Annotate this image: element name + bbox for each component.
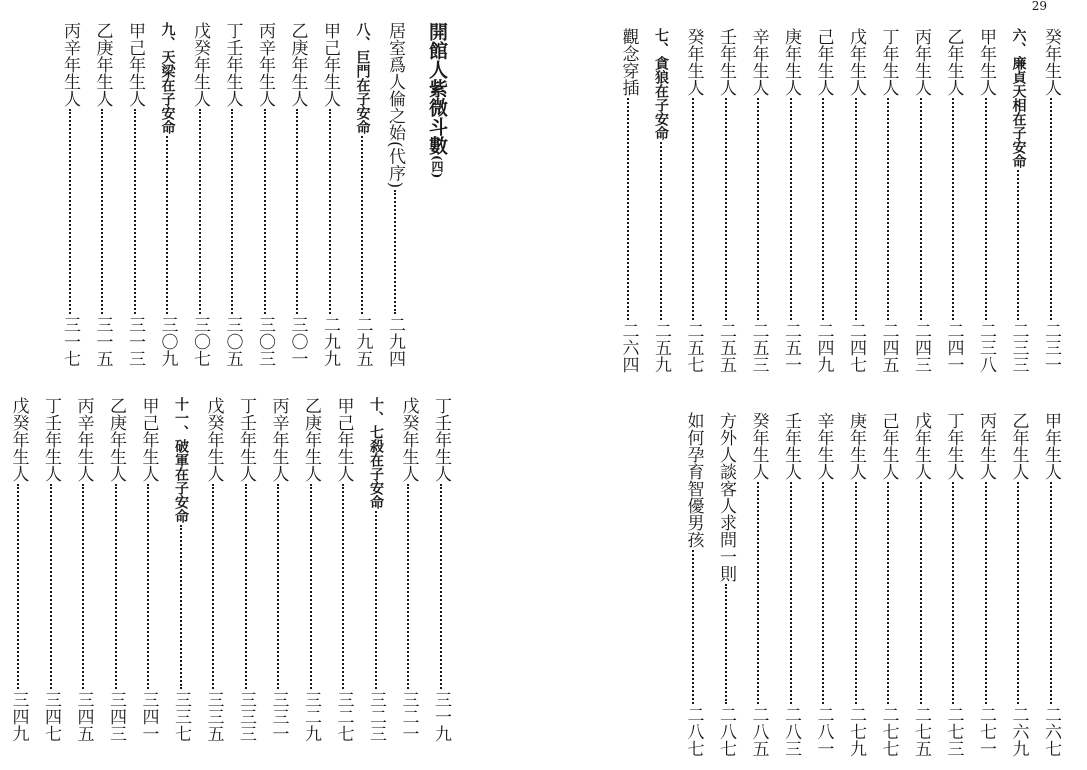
leader-dots [17, 484, 19, 689]
leader-dots [245, 484, 247, 689]
toc-entry [2, 397, 35, 742]
toc-entry [742, 28, 775, 373]
leader-dots [757, 482, 759, 704]
toc-entry-label: 乙庚年生人 [92, 22, 113, 107]
toc-top-right [612, 28, 1067, 373]
toc-page-number: 二八三 [781, 706, 801, 757]
toc-page-number: 三〇五 [222, 316, 243, 367]
toc-entry-label: 甲己年生人 [333, 397, 354, 482]
leader-dots [407, 484, 409, 689]
book-volume: (四) [430, 155, 444, 179]
toc-page-number: 二四三 [911, 322, 931, 373]
toc-entry-label: 戊癸年生人 [398, 397, 419, 482]
toc-entry-label: 乙庚年生人 [301, 397, 321, 482]
toc-page-number: 二五九 [651, 322, 671, 373]
toc-page-number: 二七三 [943, 706, 964, 757]
toc-page-number: 三二一 [398, 691, 419, 742]
toc-entry-label: 戊癸年生人 [8, 397, 29, 482]
toc-entry [119, 22, 152, 367]
toc-entry-label: 戊年生人 [911, 412, 931, 480]
toc-page-number: 二六七 [1041, 706, 1061, 757]
toc-entry-label: 癸年生人 [748, 412, 769, 480]
toc-page-number: 二五三 [748, 322, 769, 373]
toc-page-number: 二八五 [748, 706, 769, 757]
toc-page-number: 二九九 [320, 316, 340, 367]
leader-dots [199, 109, 201, 314]
toc-page-number: 二八七 [683, 706, 704, 757]
toc-entry [1002, 412, 1035, 757]
toc-entry-label: 己年生人 [813, 28, 834, 96]
toc-entry-label: 丙辛年生人 [268, 397, 289, 482]
toc-page-number: 三〇九 [157, 316, 178, 367]
toc-page-number: 三一三 [125, 316, 145, 367]
toc-bottom-left [2, 397, 457, 742]
leader-dots [361, 136, 363, 314]
leader-dots [147, 484, 149, 689]
toc-entry [151, 22, 184, 367]
leader-dots [952, 482, 954, 704]
leader-dots [757, 98, 759, 320]
toc-entry [970, 28, 1003, 373]
leader-dots [375, 511, 377, 689]
toc-entry-label: 甲己年生人 [125, 22, 145, 107]
toc-page-number: 三四九 [8, 691, 29, 742]
toc-page-number: 二四九 [813, 322, 834, 373]
toc-page-number: 三〇一 [287, 316, 308, 367]
toc-entry-label: 甲年生人 [976, 28, 996, 96]
toc-entry-label: 丁壬年生人 [41, 397, 61, 482]
toc-entry [100, 397, 133, 742]
toc-entry-label: 丙年生人 [976, 412, 996, 480]
toc-page-number: 三一五 [92, 316, 113, 367]
toc-entry [937, 28, 970, 373]
leader-dots [692, 550, 694, 704]
toc-entry-label: 丙辛年生人 [255, 22, 275, 107]
toc-entry-label: 甲己年生人 [138, 397, 159, 482]
toc-entry [132, 397, 165, 742]
toc-entry [425, 397, 458, 742]
toc-entry [710, 28, 743, 373]
leader-dots [180, 525, 182, 689]
toc-page-number: 二九五 [352, 316, 373, 367]
toc-page-number: 二八七 [716, 706, 736, 757]
leader-dots [725, 98, 727, 320]
toc-page-number: 三三三 [236, 691, 256, 742]
toc-page-number: 二六九 [1008, 706, 1029, 757]
toc-entry [262, 397, 295, 742]
leader-dots [231, 109, 233, 314]
toc-page-number: 三一九 [431, 691, 451, 742]
toc-section-title: 九、天梁在子安命 [159, 22, 176, 134]
toc-page-number: 二三八 [976, 322, 996, 373]
toc-entry [807, 412, 840, 757]
toc-entry-label: 乙年生人 [943, 28, 964, 96]
leader-dots [166, 136, 168, 314]
leader-dots [82, 484, 84, 689]
toc-entry [86, 22, 119, 367]
toc-entry-label: 癸年生人 [683, 28, 704, 96]
toc-entry-label: 丁年生人 [943, 412, 964, 480]
toc-page-number: 二四五 [878, 322, 899, 373]
toc-section-title: 十、七殺在子安命 [368, 397, 384, 509]
toc-page-number: 三二七 [333, 691, 354, 742]
toc-entry-label: 壬年生人 [781, 412, 801, 480]
toc-entry [54, 22, 87, 367]
leader-dots [692, 98, 694, 320]
toc-entry-label: 居室爲人倫之始(代序) [385, 22, 405, 189]
toc-section-title: 十一、破軍在子安命 [173, 397, 189, 523]
book-title [417, 22, 457, 367]
toc-page-number: 二五七 [683, 322, 704, 373]
leader-dots [1050, 98, 1052, 320]
leader-dots [134, 109, 136, 314]
toc-page-number: 三一七 [60, 316, 80, 367]
toc-entry-label: 辛年生人 [813, 412, 834, 480]
toc-entry [970, 412, 1003, 757]
toc-entry [677, 28, 710, 373]
leader-dots [985, 482, 987, 704]
toc-entry [197, 397, 230, 742]
toc-page-number: 二七九 [846, 706, 866, 757]
toc-page-number: 二八一 [813, 706, 834, 757]
toc-entry-label: 庚年生人 [846, 412, 866, 480]
leader-dots [277, 484, 279, 689]
leader-dots [50, 484, 52, 689]
toc-entry [392, 397, 425, 742]
toc-entry-label: 甲己年生人 [320, 22, 340, 107]
toc-entry-label: 丁壬年生人 [222, 22, 243, 107]
leader-dots [440, 484, 442, 689]
toc-entry-label: 戊癸年生人 [190, 22, 210, 107]
toc-entry [379, 22, 412, 367]
toc-section-title: 七、貪狼在子安命 [653, 28, 669, 140]
toc-entry-label: 己年生人 [878, 412, 899, 480]
toc-entry [872, 412, 905, 757]
leader-dots [887, 98, 889, 320]
toc-entry [1035, 28, 1068, 373]
toc-page-number: 二三三 [1008, 322, 1029, 373]
leader-dots [855, 98, 857, 320]
toc-entry-label: 壬年生人 [716, 28, 736, 96]
toc-page-number: 二三一 [1041, 322, 1061, 373]
leader-dots [342, 484, 344, 689]
leader-dots [296, 109, 298, 314]
toc-entry [327, 397, 360, 742]
toc-entry [216, 22, 249, 367]
leader-dots [1050, 482, 1052, 704]
leader-dots [310, 484, 312, 689]
toc-entry [840, 28, 873, 373]
toc-page-number: 三〇三 [255, 316, 275, 367]
toc-entry-label: 戊年生人 [846, 28, 866, 96]
toc-entry-label: 辛年生人 [748, 28, 769, 96]
toc-entry-label: 觀念穿插 [618, 28, 639, 96]
toc-entry [710, 412, 743, 757]
toc-entry-label: 丁壬年生人 [431, 397, 451, 482]
toc-entry [775, 412, 808, 757]
toc-entry [249, 22, 282, 367]
toc-page-number: 二四一 [943, 322, 964, 373]
toc-entry [35, 397, 68, 742]
toc-entry [314, 22, 347, 367]
leader-dots [855, 482, 857, 704]
toc-entry-label: 如何孕育智優男孩 [683, 412, 704, 548]
toc-page-number: 三二三 [366, 691, 386, 742]
toc-page-number: 二七七 [878, 706, 899, 757]
leader-dots [822, 98, 824, 320]
toc-entry [346, 22, 379, 367]
toc-entry [937, 412, 970, 757]
toc-page-number: 二七一 [976, 706, 996, 757]
leader-dots [101, 109, 103, 314]
toc-entry-label: 癸年生人 [1041, 28, 1061, 96]
toc-entry-label: 丁年生人 [878, 28, 899, 96]
toc-entry [184, 22, 217, 367]
toc-page-number: 三〇七 [190, 316, 210, 367]
leader-dots [1017, 482, 1019, 704]
toc-bottom-right [677, 412, 1067, 757]
toc-entry-label: 庚年生人 [781, 28, 801, 96]
toc-entry [872, 28, 905, 373]
toc-section-title: 八、巨門在子安命 [354, 22, 371, 134]
toc-page-number: 二七五 [911, 706, 931, 757]
toc-entry [807, 28, 840, 373]
leader-dots [1017, 170, 1019, 320]
toc-page-number: 三三五 [203, 691, 224, 742]
leader-dots [790, 98, 792, 320]
toc-page-number: 三四五 [73, 691, 94, 742]
toc-entry-label: 乙年生人 [1008, 412, 1029, 480]
leader-dots [264, 109, 266, 314]
toc-entry-label: 乙庚年生人 [287, 22, 308, 107]
toc-entry-label: 戊癸年生人 [203, 397, 224, 482]
toc-page-number: 三三七 [171, 691, 191, 742]
toc-entry-label: 方外人談客人求問一則 [716, 412, 736, 582]
toc-page-number: 二四七 [846, 322, 866, 373]
toc-entry [67, 397, 100, 742]
leader-dots [212, 484, 214, 689]
leader-dots [920, 98, 922, 320]
toc-entry [281, 22, 314, 367]
toc-entry [360, 397, 393, 742]
toc-entry-label: 甲年生人 [1041, 412, 1061, 480]
toc-section-title: 六、廉貞天相在子安命 [1010, 28, 1027, 168]
toc-page-number: 三三一 [268, 691, 289, 742]
toc-entry-label: 丙辛年生人 [73, 397, 94, 482]
leader-dots [985, 98, 987, 320]
toc-page-number: 二六四 [618, 322, 639, 373]
toc-entry [905, 28, 938, 373]
toc-entry [1002, 28, 1035, 373]
toc-entry [165, 397, 198, 742]
toc-page-number: 三二九 [301, 691, 321, 742]
toc-entry [612, 28, 645, 373]
leader-dots [822, 482, 824, 704]
toc-entry-label: 乙庚年生人 [106, 397, 126, 482]
leader-dots [115, 484, 117, 689]
toc-entry [742, 412, 775, 757]
book-title-text: 開館人紫微斗數 [426, 22, 448, 155]
toc-page-number: 二九四 [385, 316, 405, 367]
toc-page-number: 三四三 [106, 691, 126, 742]
leader-dots [660, 142, 662, 320]
toc-entry-label: 丙年生人 [911, 28, 931, 96]
leader-dots [69, 109, 71, 314]
toc-entry-label: 丙辛年生人 [60, 22, 80, 107]
leader-dots [394, 190, 396, 314]
toc-page-number: 三四七 [41, 691, 61, 742]
toc-page-number: 二五五 [716, 322, 736, 373]
leader-dots [329, 109, 331, 314]
toc-entry [840, 412, 873, 757]
leader-dots [725, 584, 727, 704]
toc-page-number: 三四一 [138, 691, 159, 742]
toc-entry [905, 412, 938, 757]
leader-dots [920, 482, 922, 704]
toc-entry [295, 397, 328, 742]
toc-entry [645, 28, 678, 373]
leader-dots [627, 98, 629, 320]
leader-dots [887, 482, 889, 704]
toc-entry [677, 412, 710, 757]
leader-dots [790, 482, 792, 704]
toc-entry [1035, 412, 1068, 757]
page-number: 29 [1031, 0, 1047, 13]
toc-entry [775, 28, 808, 373]
toc-entry-label: 丁壬年生人 [236, 397, 256, 482]
toc-entry [230, 397, 263, 742]
toc-top-left [54, 22, 458, 367]
leader-dots [952, 98, 954, 320]
toc-page-number: 二五一 [781, 322, 801, 373]
